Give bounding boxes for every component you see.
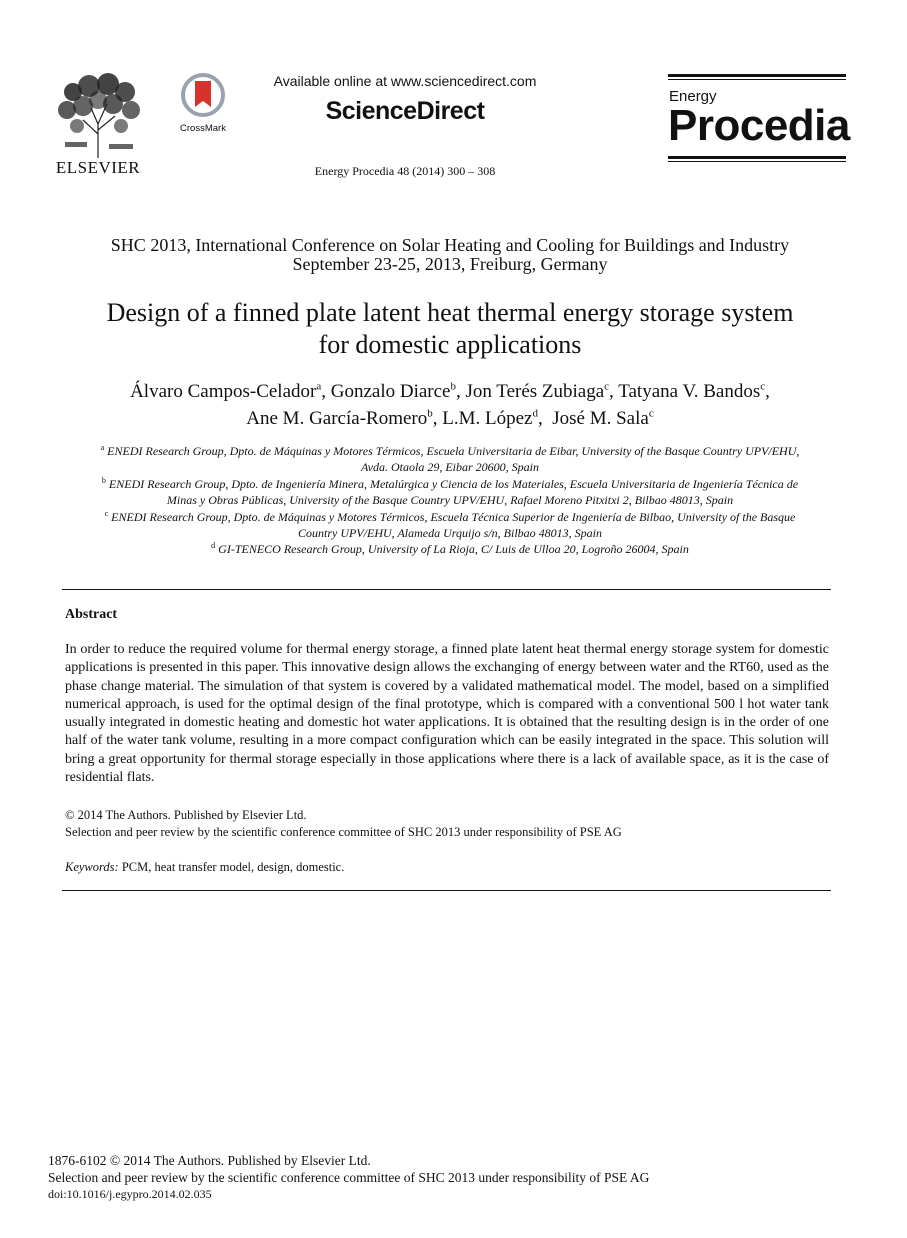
author-name[interactable]: José M. Sala: [552, 408, 649, 429]
elsevier-tree-icon: [53, 72, 143, 158]
affiliation-line: ENEDI Research Group, Dpto. de Máquinas y Motores Térmicos, Escuela Universitaria de Eibar, University of the Basque Country UPV/EHU,: [107, 444, 800, 458]
abstract-rule-bottom: [62, 890, 831, 891]
journal-name: Procedia: [668, 101, 850, 150]
author-name[interactable]: Tatyana V. Bandos: [618, 381, 761, 402]
conference-name: SHC 2013, International Conference on Solar Heating and Cooling for Buildings and Industry: [110, 235, 790, 255]
author-separator: ,: [321, 381, 331, 402]
journal-logo: [668, 74, 850, 162]
author-separator: ,: [765, 381, 770, 402]
conference-dates: September 23-25, 2013, Freiburg, Germany: [292, 254, 608, 274]
affiliation-list: [60, 443, 840, 558]
author-name[interactable]: Ane M. García-Romero: [246, 408, 428, 429]
conference-info: [60, 236, 840, 274]
author-separator: ,: [455, 381, 466, 402]
keywords-label: Keywords:: [65, 860, 119, 874]
title-line-1: Design of a finned plate latent heat thermal energy storage system: [106, 298, 794, 327]
affiliation-a: [60, 443, 840, 476]
keywords: [65, 860, 344, 875]
author-line-1: [50, 378, 850, 405]
author-name[interactable]: Jon Terés Zubiaga: [465, 381, 605, 402]
author-name[interactable]: L.M. López: [442, 408, 533, 429]
affiliation-mark: b: [101, 475, 106, 485]
affiliation-line: ENEDI Research Group, Dpto. de Máquinas y Motores Térmicos, Escuela Técnica Superior de Ingeniería de Bilbao, University of the Basque: [111, 509, 796, 524]
author-affiliation-mark: c: [760, 380, 766, 393]
author-affiliation-mark: b: [427, 407, 433, 420]
author-affiliation-mark: b: [450, 380, 456, 393]
affiliation-c: [60, 509, 840, 542]
page-footer: [48, 1153, 649, 1203]
author-separator: ,: [609, 381, 619, 402]
author-name[interactable]: Gonzalo Diarce: [330, 381, 451, 402]
copyright-notice: [65, 807, 622, 841]
author-separator: ,: [432, 408, 443, 429]
copyright-line: © 2014 The Authors. Published by Elsevier Ltd.: [65, 808, 307, 822]
logo-rule-bottom-thin: [668, 161, 846, 162]
affiliation-mark: a: [100, 443, 105, 452]
author-separator: ,: [537, 408, 553, 429]
journal-prefix: Energy: [669, 88, 717, 105]
author-line-2: [50, 405, 850, 432]
affiliation-line: Country UPV/EHU, Alameda Urquijo s/n, Bilbao 48013, Spain: [298, 526, 602, 541]
abstract-rule-top: [62, 589, 831, 590]
logo-rule-top-thin: [668, 79, 846, 80]
elsevier-logo: [48, 72, 148, 178]
sciencedirect-logo: ScienceDirect: [325, 97, 485, 125]
author-list: [50, 378, 850, 432]
affiliation-line: GI-TENECO Research Group, University of La Rioja, C/ Luis de Ulloa 20, Logroño 26004, Spain: [218, 542, 689, 557]
affiliation-mark: c: [104, 508, 109, 518]
journal-citation: Energy Procedia 48 (2014) 300 – 308: [314, 164, 496, 178]
affiliation-mark: d: [211, 541, 216, 551]
author-affiliation-mark: d: [532, 407, 538, 420]
doi-link[interactable]: doi:10.1016/j.egypro.2014.02.035: [48, 1187, 212, 1201]
affiliation-line: ENEDI Research Group, Dpto. de Ingeniería Minera, Metalúrgica y Ciencia de los Materiales, Escuela Universitaria de Ingeniería Técnica de: [108, 476, 799, 491]
footer-issn-line: 1876-6102 © 2014 The Authors. Published by Elsevier Ltd.: [48, 1153, 371, 1168]
author-affiliation-mark: c: [604, 380, 610, 393]
title-line-2: for domestic applications: [318, 330, 582, 359]
affiliation-b: [60, 476, 840, 509]
abstract-heading: Abstract: [65, 607, 118, 622]
logo-rule-top: [668, 74, 846, 77]
author-name[interactable]: Álvaro Campos-Celador: [130, 381, 317, 402]
author-affiliation-mark: c: [648, 407, 654, 420]
affiliation-line: Minas y Obras Públicas, University of the Basque Country UPV/EHU, Rafael Moreno Pitxitxi 2, Bilbao 48013, Spain: [166, 493, 734, 508]
peer-review-line: Selection and peer review by the scientific conference committee of SHC 2013 under responsibility of PSE AG: [65, 825, 622, 839]
author-affiliation-mark: a: [316, 380, 322, 393]
keywords-text: PCM, heat transfer model, design, domestic.: [118, 860, 345, 874]
abstract-text: In order to reduce the required volume for thermal energy storage, a finned plate latent heat thermal energy storage system for domestic applications is presented in this paper. This innovative design allows the exchanging of energy between water and the RT60, used as the phase change material. The simulation of that system is covered by a validated mathematical model. The model, based on a simplified numerical approach, is used for the optimal design of the final prototype, which is compared with a conventional 500 l hot water tank usually integrated in domestic heating and domestic hot water applications. It is obtained that the resulting design is in the order of one half of the water tank volume, resulting in a more compact configuration which can be easily integrated in the space. This solution will bring a great opportunity for thermal storage especially in those applications where there is a lack of available space, as it is the case of residential flats.: [65, 642, 829, 786]
footer-peer-review-line: Selection and peer review by the scientific conference committee of SHC 2013 under responsibility of PSE AG: [48, 1169, 650, 1185]
paper-title: [50, 297, 850, 361]
logo-rule-bottom: [668, 156, 846, 159]
affiliation-line: Avda. Otaola 29, Eibar 20600, Spain: [361, 460, 539, 475]
available-online-link[interactable]: Available online at www.sciencedirect.com: [273, 73, 537, 89]
crossmark-label: CrossMark: [180, 123, 226, 134]
affiliation-d: [60, 541, 840, 557]
elsevier-wordmark: ELSEVIER: [55, 158, 141, 177]
